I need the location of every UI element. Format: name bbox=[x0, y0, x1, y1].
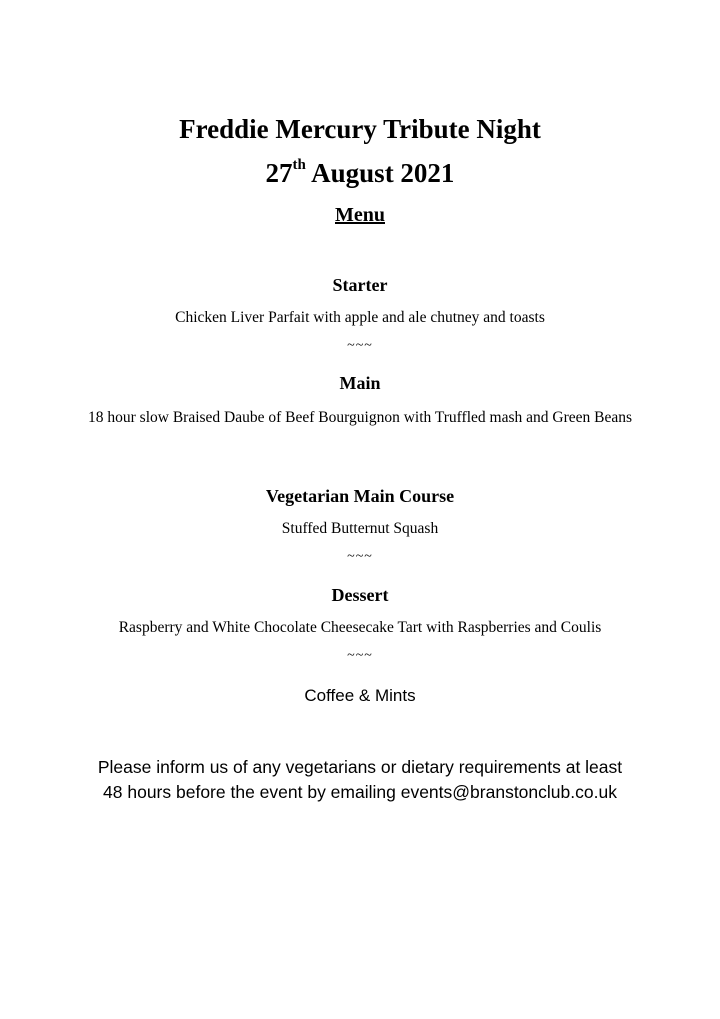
starter-heading: Starter bbox=[332, 275, 388, 295]
main-heading: Main bbox=[339, 373, 381, 393]
vegetarian-heading: Vegetarian Main Course bbox=[265, 486, 455, 506]
main-dish: 18 hour slow Braised Daube of Beef Bourguignon with Truffled mash and Green Beans bbox=[88, 409, 632, 426]
separator-1: ~~~ bbox=[347, 338, 373, 353]
dietary-note-line-1: Please inform us of any vegetarians or dietary requirements at least bbox=[97, 757, 623, 777]
event-title: Freddie Mercury Tribute Night bbox=[179, 114, 541, 144]
starter-dish: Chicken Liver Parfait with apple and ale chutney and toasts bbox=[175, 309, 545, 326]
menu-heading: Menu bbox=[335, 204, 385, 226]
dietary-note-line-2: 48 hours before the event by emailing events@branstonclub.co.uk bbox=[103, 782, 617, 802]
date-suffix: th bbox=[292, 157, 306, 173]
coffee-line: Coffee & Mints bbox=[304, 686, 416, 705]
separator-2: ~~~ bbox=[347, 549, 373, 564]
dessert-dish: Raspberry and White Chocolate Cheesecake Tart with Raspberries and Coulis bbox=[118, 619, 602, 636]
date-day: 27 bbox=[265, 158, 293, 188]
date-month-year: August 2021 bbox=[305, 158, 455, 188]
event-date bbox=[0, 158, 720, 189]
separator-3: ~~~ bbox=[347, 648, 373, 663]
dessert-heading: Dessert bbox=[331, 585, 389, 605]
vegetarian-dish: Stuffed Butternut Squash bbox=[281, 520, 439, 537]
